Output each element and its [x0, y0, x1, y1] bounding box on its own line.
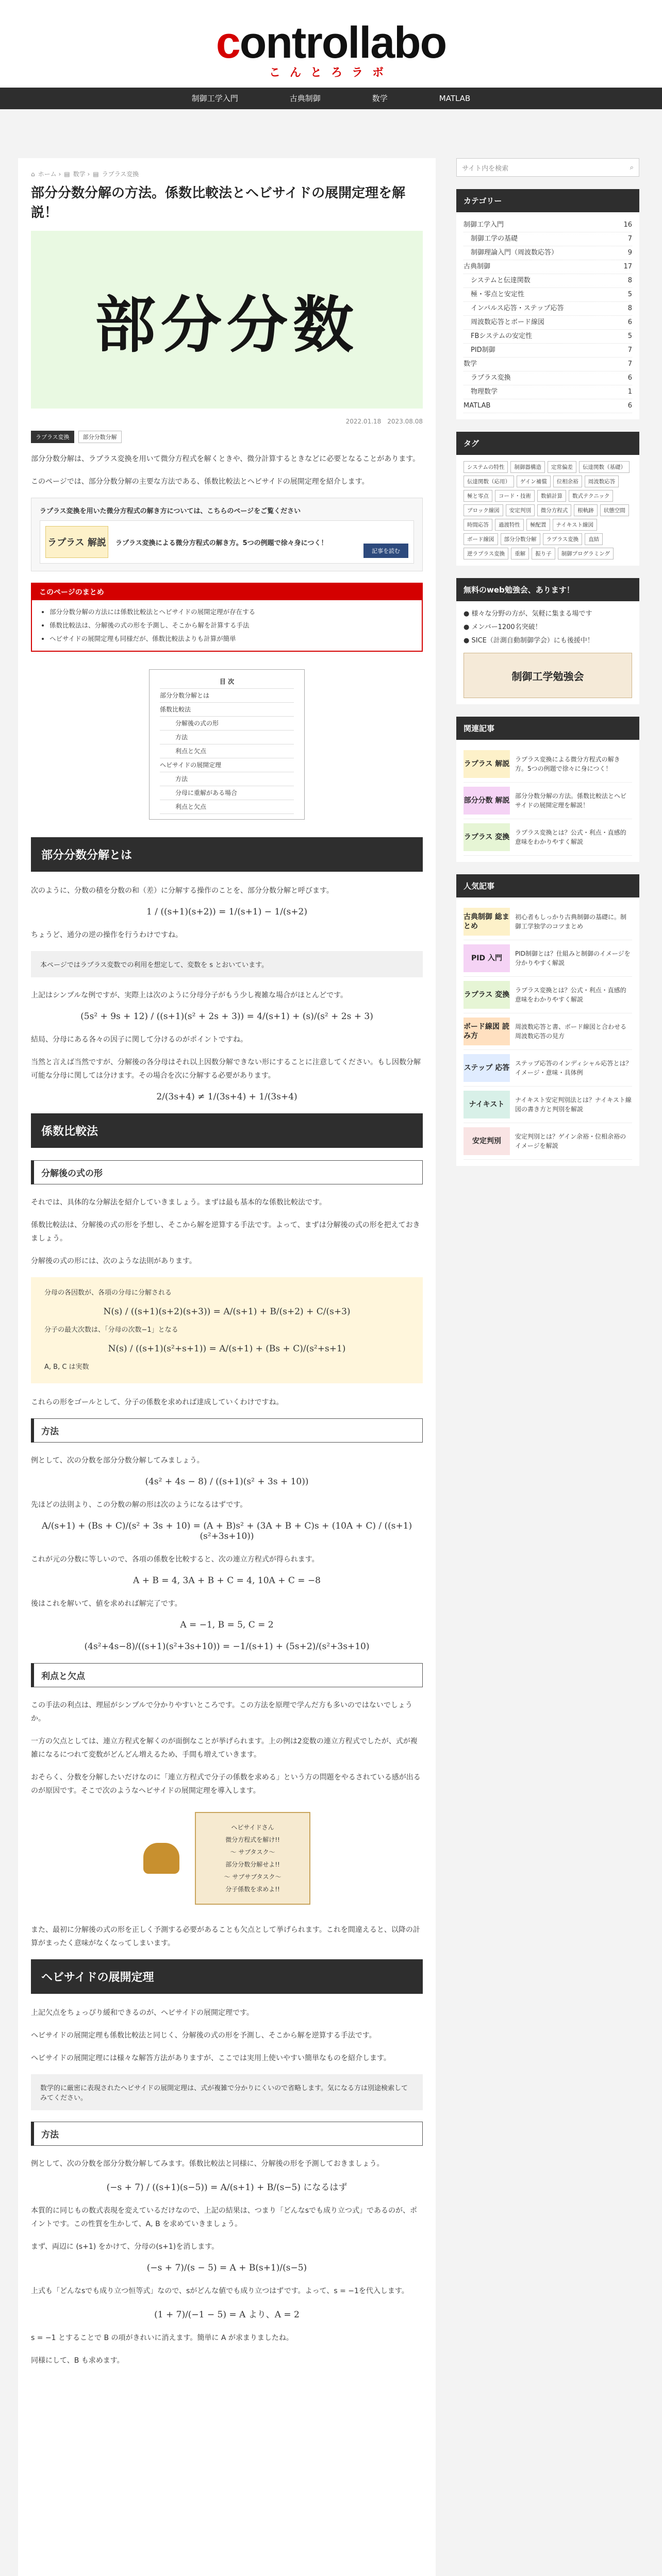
cat-icon: [143, 1843, 179, 1874]
related-article-box: [31, 498, 423, 571]
article-tags: [31, 431, 423, 443]
tag-link[interactable]: 伝達関数（基礎）: [579, 461, 630, 473]
article-thumb: ボード線図 読み方: [464, 1018, 510, 1045]
tag-link[interactable]: 極配置: [526, 519, 550, 531]
related-head: ラプラス変換を用いた微分方程式の解き方については、こちらのページをご覧ください: [40, 507, 301, 515]
article-link[interactable]: [464, 819, 632, 856]
eyecatch-image: [31, 231, 423, 409]
logo-sub: こんとろラボ: [269, 66, 393, 79]
search-icon[interactable]: ⌕: [630, 163, 634, 172]
category-name: FBシステムの安定性: [471, 332, 533, 340]
category-item[interactable]: [464, 371, 632, 385]
crumb-laplace[interactable]: ラプラス変換: [102, 171, 139, 178]
tag-link[interactable]: ナイキスト線図: [553, 519, 598, 531]
breadcrumb: ⌂ ホーム › ▤ 数学 › ▤ ラプラス変換: [31, 171, 139, 178]
section-heading: 係数比較法: [31, 1113, 423, 1148]
crumb-home[interactable]: ホーム: [38, 171, 57, 178]
paragraph: おそらく、分数を分解したいだけなのに「連立方程式で分子の係数を求める」という方の問題をやるされている感が出るのが原因です。そこで次のようなヘビサイドの展開定理を導入します。: [31, 1773, 421, 1795]
subsection-heading: 方法: [31, 2122, 423, 2146]
paragraph: また、最初に分解後の式の形を正しく予測する必要があることも欠点として挙げられます。これを間違えると、以降の計算がまったく意味がなくなってしまいます。: [31, 1926, 420, 1947]
related-card[interactable]: [40, 520, 414, 564]
category-item[interactable]: [464, 274, 632, 288]
folder-icon: ▤: [64, 171, 70, 178]
illustration: [31, 1807, 423, 1910]
paragraph: それでは、具体的な分解法を紹介していきましょう。まずは最も基本的な係数比較法です。: [31, 1198, 326, 1207]
category-count: 8: [627, 304, 632, 312]
toc-item[interactable]: ヘビサイドの展開定理: [160, 758, 294, 772]
rule-item: 分子の最大次数は、「分母の次数−1」となる: [44, 1326, 178, 1334]
article-thumb: ラプラス 変換: [464, 981, 510, 1009]
equation: (−s + 7) / ((s+1)(s−5)) = A/(s+1) + B/(s−5) になるはず: [106, 2182, 347, 2193]
tag-cloud: [464, 461, 632, 560]
categories-head: カテゴリー: [456, 189, 639, 212]
article-thumb: ラプラス 変換: [464, 823, 510, 851]
category-item[interactable]: [464, 302, 632, 316]
category-item[interactable]: [464, 358, 632, 371]
category-name: MATLAB: [464, 402, 491, 410]
category-count: 7: [627, 346, 632, 354]
category-name: ラプラス変換: [471, 374, 511, 382]
nav-item-matlab[interactable]: MATLAB: [439, 94, 471, 103]
toc-item[interactable]: 方法: [160, 731, 294, 744]
tag-link[interactable]: 部分分数分解: [501, 533, 540, 545]
paragraph: 一方の欠点としては、連立方程式を解くのが面倒なことが挙げられます。上の例は2変数の連立方程式でしたが、式が複雑になるにつれて変数がどんどん増えるため、手間も増えていきます。: [31, 1737, 418, 1759]
equation: (4s²+4s−8)/((s+1)(s²+3s+10)) = −1/(s+1) + (5s+2)/(s²+3s+10): [84, 1641, 370, 1652]
summary-item: • 係数比較法は、分解後の式の形を予測し、そこから解を計算する手法: [49, 619, 422, 632]
rule-note: A, B, C は実数: [44, 1363, 89, 1371]
category-count: 6: [627, 318, 632, 326]
tag-link[interactable]: 振り子: [532, 548, 555, 560]
toc-item[interactable]: 利点と欠点: [160, 800, 294, 814]
recent-list: [456, 740, 639, 862]
article-thumb: 古典制御 総まとめ: [464, 908, 510, 936]
paragraph: 例として、次の分数を部分分数分解してみます。係数比較法と同様に、分解後の形を予測しておきましょう。: [31, 2160, 384, 2168]
category-count: 5: [627, 332, 632, 340]
article-title: 周波数応答と書、ボード線図と合わせる周波数応答の見方: [515, 1023, 627, 1040]
free-study-head: 無料のweb勉強会、あります！: [456, 578, 639, 601]
study-banner[interactable]: 制御工学勉強会: [464, 653, 632, 698]
toc-item[interactable]: 部分分数分解とは: [160, 689, 294, 703]
category-list: [456, 212, 639, 419]
site-logo[interactable]: controllabo こんとろラボ: [0, 20, 662, 80]
category-name: 周波数応答とボード線図: [471, 318, 545, 326]
nav-item-classic[interactable]: 古典制御: [289, 94, 321, 103]
note-box: 本ページではラプラス変数での利用を想定して、変数を s とおいています。: [31, 951, 423, 977]
tag-link[interactable]: ゲイン補償: [517, 476, 551, 487]
equation: 2/(3s+4) ≠ 1/(3s+4) + 1/(3s+4): [156, 1092, 297, 1102]
article-link[interactable]: [464, 940, 632, 977]
free-item: ● 様々な分野の方が、気軽に集まる場です: [464, 610, 592, 618]
rule-item: 分母の各因数が、各項の分母に分解される: [44, 1289, 172, 1297]
tag-link[interactable]: 周波数応答: [585, 476, 619, 487]
article-title: 安定判別とは？ゲイン余裕・位相余裕のイメージを解説: [515, 1133, 626, 1149]
tag-link[interactable]: 制御器構造: [510, 461, 545, 473]
toc-item[interactable]: 分母に重解がある場合: [160, 786, 294, 800]
paragraph: ちょうど、通分の逆の操作を行うわけですね。: [31, 931, 183, 939]
paragraph: 上式も「どんなsでも成り立つ恒等式」なので、sがどんな値でも成り立つはずです。よって、s = −1を代入します。: [31, 2287, 409, 2295]
tag-laplace[interactable]: ラプラス変換: [31, 431, 74, 443]
tag-link[interactable]: システムの特性: [464, 461, 508, 473]
article-link[interactable]: [464, 1013, 632, 1050]
paragraph: この手法の利点は、理屈がシンプルで分かりやすいところです。この方法を原理で学んだ方も多いのではないでしょうか。: [31, 1701, 412, 1723]
category-count: 7: [627, 235, 632, 243]
scroll-illustration: ヘビサイドさん 微分方程式を解け!! 〜 サブタスク〜 部分分数分解せよ!! 〜 サブサブタスク〜 分子係数を求めよ!!: [195, 1812, 310, 1905]
category-item[interactable]: [464, 344, 632, 358]
related-text: ラプラス変換による微分方程式の解き方。5つの例題で徐々身につく！: [115, 539, 328, 547]
article-title: ラプラス変換による微分方程式の解き方。5つの例題で徐々に身につく！: [515, 756, 620, 772]
section-heading: 部分分数分解とは: [31, 837, 423, 872]
tag-link[interactable]: 安定判別: [506, 504, 535, 516]
article-title: ラプラス変換とは？公式・利点・直感的意味をわかりやすく解説: [515, 829, 626, 845]
category-item[interactable]: [464, 316, 632, 330]
paragraph: これが元の分数に等しいので、各項の係数を比較すると、次の連立方程式が得られます。: [31, 1555, 319, 1564]
popular-head: 人気記事: [456, 874, 639, 897]
article-thumb: ステップ 応答: [464, 1054, 510, 1082]
category-name: 物理数学: [471, 388, 498, 396]
related-thumb: ラプラス 解説: [45, 526, 108, 558]
article-title: 初心者もしっかり古典制御の基礎に。制御工学独学のコツまとめ: [515, 913, 627, 930]
category-item[interactable]: [464, 260, 632, 274]
paragraph: ヘビサイドの展開定理には様々な解答方法がありますが、ここでは実用上使いやすい簡単なものを紹介します。: [31, 2054, 391, 2062]
rule-box: [31, 1277, 423, 1383]
table-of-contents: [149, 669, 305, 820]
paragraph: 結局、分母にある各々の因子に関して分けるのがポイントですね。: [31, 1036, 247, 1044]
category-name: 制御理論入門（周波数応答）: [471, 249, 558, 257]
search-input[interactable]: [456, 158, 639, 177]
tag-link[interactable]: 極と零点: [464, 490, 492, 502]
toc-item[interactable]: 方法: [160, 772, 294, 786]
equation: N(s) / ((s+1)(s²+s+1)) = A/(s+1) + (Bs + C)/(s²+s+1): [108, 1344, 346, 1354]
category-name: インパルス応答・ステップ応答: [471, 304, 564, 312]
tag-link[interactable]: ブロック線図: [464, 504, 503, 516]
category-count: 9: [627, 249, 632, 257]
category-count: 1: [627, 388, 632, 396]
toc-item[interactable]: 分解後の式の形: [160, 717, 294, 731]
summary-box: [31, 583, 423, 652]
tag-link[interactable]: 逆ラプラス変換: [464, 548, 508, 560]
article-link[interactable]: [464, 783, 632, 819]
popular-list: [456, 897, 639, 1166]
category-item[interactable]: [464, 246, 632, 260]
page-title: 部分分数分解の方法。係数比較法とヘビサイドの展開定理を解説！: [31, 185, 406, 221]
home-icon: ⌂: [31, 171, 35, 178]
article-title: ナイキスト安定判別法とは？ナイキスト線図の書き方と判別を解説: [515, 1096, 632, 1113]
paragraph: まず、両辺に (s+1) をかけて、分母の(s+1)を消します。: [31, 2243, 219, 2251]
nav-item-intro[interactable]: 制御工学入門: [191, 94, 238, 103]
category-item[interactable]: [464, 218, 632, 232]
post-dates: 2022.01.18 2023.08.08: [345, 418, 423, 425]
category-count: 16: [623, 221, 632, 229]
site-header: [0, 0, 662, 88]
category-name: システムと伝達関数: [471, 277, 531, 284]
subsection-heading: 方法: [31, 1418, 423, 1443]
tag-link[interactable]: 数値計算: [537, 490, 566, 502]
category-name: 数学: [464, 360, 477, 368]
nav-item-math[interactable]: 数学: [372, 94, 388, 103]
tag-link[interactable]: コード・技術: [495, 490, 535, 502]
tag-link[interactable]: 状態空間: [600, 504, 629, 516]
tag-link[interactable]: 時間応答: [464, 519, 492, 531]
free-study-box: [456, 601, 639, 704]
article-title: ラプラス変換とは？公式・利点・直感的意味をわかりやすく解説: [515, 987, 626, 1003]
tag-link[interactable]: 定常偏差: [548, 461, 576, 473]
free-item: ● メンバー1200名突破！: [464, 623, 542, 631]
read-article-button[interactable]: 記事を読む: [363, 544, 408, 558]
folder-icon: ▤: [93, 171, 99, 178]
tag-link[interactable]: 根軌跡: [574, 504, 598, 516]
article-link[interactable]: [464, 1087, 632, 1123]
tags-head: タグ: [456, 432, 639, 455]
intro-paragraph-1: 部分分数分解は、ラプラス変換を用いて微分方程式を解くときや、微分計算するときなどに必要となることがあります。: [31, 455, 420, 463]
summary-head: このページのまとめ: [32, 584, 422, 600]
paragraph: 上記はシンプルな例ですが、実際上は次のように分母分子がもう少し複雑な場合がほとんどです。: [31, 991, 347, 999]
category-name: 制御工学入門: [464, 221, 504, 229]
paragraph: 同様にして、B も求めます。: [31, 2357, 124, 2365]
tag-partial-fraction[interactable]: 部分分数分解: [78, 431, 122, 443]
equation: A/(s+1) + (Bs + C)/(s² + 3s + 10) = (A + B)s² + (3A + B + C)s + (10A + C) / ((s+1)(s²+3s+10)): [41, 1521, 412, 1541]
category-item[interactable]: [464, 288, 632, 302]
equation: (−s + 7)/(s − 5) = A + B(s+1)/(s−5): [146, 2263, 307, 2273]
equation: 1 / ((s+1)(s+2)) = 1/(s+1) − 1/(s+2): [146, 907, 307, 917]
tag-link[interactable]: 伝達関数（応用）: [464, 476, 514, 487]
search-placeholder: サイト内を検索: [462, 164, 509, 173]
subsection-heading: 分解後の式の形: [31, 1160, 423, 1184]
tag-link[interactable]: 過渡特性: [495, 519, 524, 531]
crumb-math[interactable]: 数学: [73, 171, 86, 178]
article-title: PID制御とは？仕組みと制御のイメージを分かりやすく解説: [515, 950, 631, 967]
article-title: 部分分数分解の方法。係数比較法とヘビサイドの展開定理を解説！: [515, 792, 627, 809]
article-link[interactable]: [464, 977, 632, 1013]
equation: (4s² + 4s − 8) / ((s+1)(s² + 3s + 10)): [145, 1477, 309, 1487]
article-thumb: ラプラス 解説: [464, 750, 510, 778]
category-item[interactable]: [464, 330, 632, 344]
eyecatch-text: 部分分数: [94, 289, 359, 361]
equation: N(s) / ((s+1)(s+2)(s+3)) = A/(s+1) + B/(s+2) + C/(s+3): [103, 1307, 351, 1317]
paragraph: 先ほどの法則より、この分数の解の形は次のようになるはずです。: [31, 1501, 247, 1509]
sidebar: [456, 158, 639, 2576]
summary-item: • 部分分数分解の方法には係数比較法とヘビサイドの展開定理が存在する: [49, 605, 422, 619]
section-heading: ヘビサイドの展開定理: [31, 1959, 423, 1994]
paragraph: 例として、次の分数を部分分数分解してみましょう。: [31, 1456, 204, 1465]
article-link[interactable]: [464, 1123, 632, 1160]
category-count: 8: [627, 277, 632, 284]
category-count: 7: [627, 360, 632, 368]
article-link[interactable]: [464, 1050, 632, 1087]
paragraph: 分解後の式の形には、次のような法則があります。: [31, 1257, 196, 1265]
logo-prefix: c: [216, 18, 240, 67]
category-count: 6: [627, 374, 632, 382]
toc-item[interactable]: 係数比較法: [160, 703, 294, 717]
article-link[interactable]: [464, 904, 632, 940]
intro-paragraph-2: このページでは、部分分数分解の主要な方法である、係数比較法とヘビサイドの展開定理を紹介します。: [31, 478, 369, 486]
paragraph: 後はこれを解いて、値を求めれば解完了です。: [31, 1600, 182, 1608]
category-name: 極・零点と安定性: [471, 291, 525, 298]
article-thumb: PID 入門: [464, 944, 510, 972]
tag-link[interactable]: ラプラス変換: [543, 533, 583, 545]
category-name: PID制御: [471, 346, 495, 354]
article-title: ステップ応答のインディシャル応答とは？イメージ・意味・具体例: [515, 1060, 632, 1076]
category-item[interactable]: [464, 385, 632, 399]
category-count: 6: [627, 402, 632, 410]
tag-link[interactable]: 数式テクニック: [569, 490, 613, 502]
paragraph: 当然と言えば当然ですが、分解後の各分母はそれ以上因数分解できない形にすることに注意してください。もし因数分解可能な分母に関しては分けます。その場合を次に分解する必要があります。: [31, 1058, 421, 1080]
logo-rest: ontrol: [239, 18, 359, 67]
equation: A = −1, B = 5, C = 2: [180, 1620, 274, 1630]
free-item: ● SICE（計測自動制御学会）にも後援中！: [464, 637, 594, 645]
subsection-heading: 利点と欠点: [31, 1663, 423, 1687]
global-nav: [0, 88, 662, 109]
paragraph: 次のように、分数の積を分数の和（差）に分解する操作のことを、部分分数分解と呼びます。: [31, 887, 334, 895]
tag-link[interactable]: ボード線図: [464, 533, 498, 545]
category-item[interactable]: [464, 399, 632, 413]
paragraph: ヘビサイドの展開定理も係数比較法と同じく、分解後の式の形を予測し、そこから解を逆算する手法です。: [31, 2031, 376, 2040]
tag-link[interactable]: 重解: [511, 548, 529, 560]
note-box: 数学的に厳密に表現されたヘビサイドの展開定理は、式が複雑で分かりにくいので省略します。気になる方は別途検索してみてください。: [31, 2074, 423, 2110]
category-count: 17: [623, 263, 632, 270]
toc-item[interactable]: 利点と欠点: [160, 744, 294, 758]
article-link[interactable]: [464, 746, 632, 783]
category-item[interactable]: [464, 232, 632, 246]
paragraph: これらの形をゴールとして、分子の係数を求めれば達成していくわけですね。: [31, 1398, 284, 1406]
tag-link[interactable]: 微分方程式: [537, 504, 572, 516]
equation: (5s² + 9s + 12) / ((s+1)(s² + 2s + 3)) = 4/(s+1) + (s)/(s² + 2s + 3): [80, 1011, 373, 1022]
paragraph: 係数比較法は、分解後の式の形を予想し、そこから解を逆算する手法です。よって、まずは分解後の式の形を把えておきましょう。: [31, 1221, 420, 1243]
toc-title: 目 次: [160, 675, 294, 689]
logo-suffix: abo: [370, 18, 446, 67]
category-name: 制御工学の基礎: [471, 235, 518, 243]
category-count: 5: [627, 291, 632, 298]
tag-link[interactable]: 制御プログラミング: [558, 548, 614, 560]
tag-link[interactable]: 位相余裕: [553, 476, 582, 487]
equation: (1 + 7)/(−1 − 5) = A より、A = 2: [154, 2310, 300, 2320]
tag-link[interactable]: 直結: [585, 533, 603, 545]
paragraph: s = −1 とすることで B の項がきれいに消えます。簡単に A が求まりましたね。: [31, 2334, 293, 2342]
article-thumb: ナイキスト: [464, 1091, 510, 1118]
category-name: 古典制御: [464, 263, 491, 270]
paragraph: 本質的に同じもの数式表現を変えているだけなので、上記の結果は、つまり「どんなsでも成り立つ式」であるのが、ポイントです。この性質を生かして、A, B を求めていきましょう。: [31, 2207, 418, 2228]
paragraph: 上記欠点をちょっぴり緩和できるのが、ヘビサイドの展開定理です。: [31, 2009, 254, 2017]
article-main: [18, 158, 436, 2576]
article-thumb: 部分分数 解説: [464, 787, 510, 815]
equation: A + B = 4, 3A + B + C = 4, 10A + C = −8: [133, 1575, 321, 1586]
summary-item: • ヘビサイドの展開定理も同様だが、係数比較法よりも計算が簡単: [49, 632, 422, 646]
recent-head: 関連記事: [456, 717, 639, 740]
article-thumb: 安定判別: [464, 1127, 510, 1155]
